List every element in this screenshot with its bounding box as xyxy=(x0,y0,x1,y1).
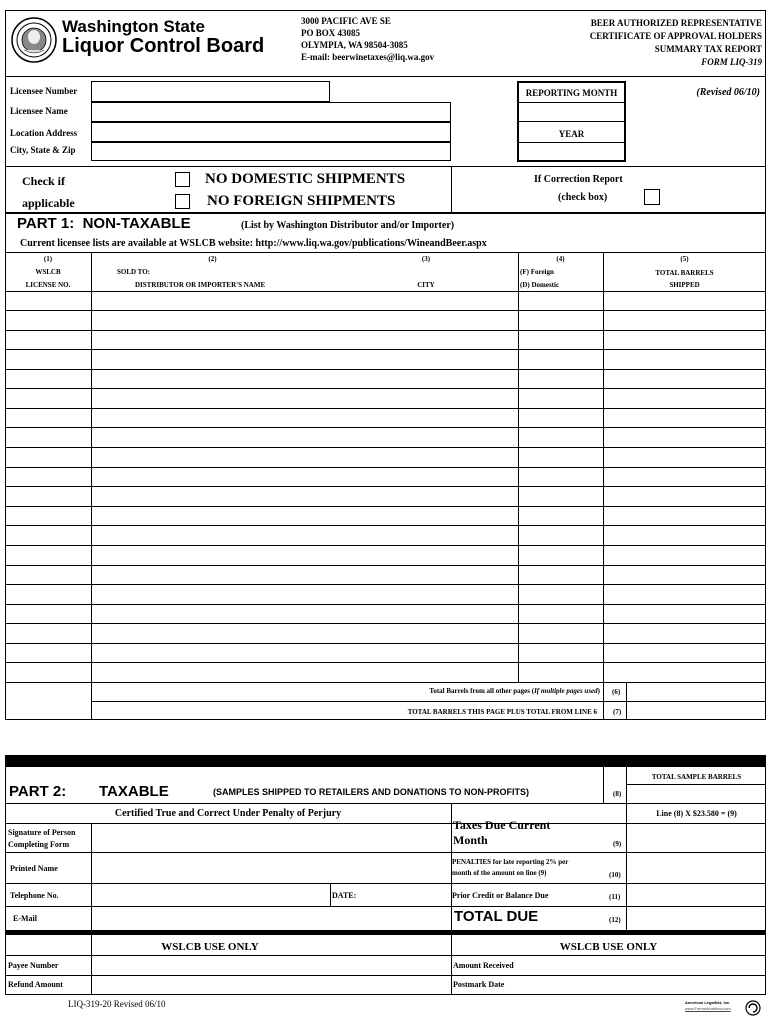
prior-credit-label: Prior Credit or Balance Due xyxy=(452,891,549,900)
check-top-line xyxy=(5,166,766,167)
line6-label-c: ) xyxy=(597,687,600,695)
signature-label-2: Completing Form xyxy=(8,840,70,849)
payee-number-label: Payee Number xyxy=(8,961,59,970)
line8-field[interactable] xyxy=(627,785,765,802)
printed-name-label: Printed Name xyxy=(10,864,58,873)
line9-number: (9) xyxy=(613,840,622,848)
wslcb-line-b xyxy=(5,975,766,976)
col1-header-b: LICENSE NO. xyxy=(25,281,71,289)
check-if-label: Check if xyxy=(22,174,65,188)
licensee-name-label: Licensee Name xyxy=(10,106,68,116)
publisher-badge xyxy=(683,1000,763,1016)
wslcb-use-only-left: WSLCB USE ONLY xyxy=(161,941,259,953)
location-address-label: Location Address xyxy=(10,128,78,138)
certified-statement: Certified True and Correct Under Penalty of Perjury xyxy=(114,808,342,819)
part2-title: PART 2: xyxy=(9,783,67,800)
licensee-name-field[interactable] xyxy=(91,102,451,122)
check-divider xyxy=(451,166,452,212)
table-row[interactable] xyxy=(6,487,765,506)
revised-date: (Revised 06/10) xyxy=(696,87,760,98)
line12-number: (12) xyxy=(609,916,621,924)
table-row[interactable] xyxy=(6,370,765,388)
address-line3: OLYMPIA, WA 98504-3085 xyxy=(301,40,408,50)
table-row[interactable] xyxy=(6,526,765,545)
form-id: FORM LIQ-319 xyxy=(701,57,762,67)
table-row[interactable] xyxy=(6,292,765,310)
table-row[interactable] xyxy=(6,585,765,604)
licensee-number-label: Licensee Number xyxy=(10,86,78,96)
form-title-line3: SUMMARY TAX REPORT xyxy=(654,44,762,54)
table-row[interactable] xyxy=(6,566,765,584)
table-row[interactable] xyxy=(6,468,765,486)
part1-title-label: PART 1: xyxy=(17,215,75,232)
line6-label xyxy=(92,687,600,695)
website-note: Current licensee lists are available at WSLCB website: http://www.liq.wa.gov/publications/WineandBeer.aspx xyxy=(20,238,487,249)
year-field[interactable] xyxy=(519,143,624,161)
date-field[interactable] xyxy=(370,884,450,906)
line6-number: (6) xyxy=(612,688,621,696)
col2-header-a: SOLD TO: xyxy=(117,268,151,276)
wslcb-line-a xyxy=(5,955,766,956)
amount-received-label: Amount Received xyxy=(453,961,514,970)
email-label: E-Mail xyxy=(13,914,37,923)
part1-note: (List by Washington Distributor and/or Importer) xyxy=(241,220,455,231)
telephone-label: Telephone No. xyxy=(10,891,59,900)
date-label: DATE: xyxy=(332,891,357,900)
part2-subtitle: TAXABLE xyxy=(99,783,169,800)
penalties-line1: PENALTIES for late reporting 2% per xyxy=(452,858,569,866)
col1-header-a: WSLCB xyxy=(35,268,61,276)
line8-divider-left xyxy=(603,767,604,803)
col2-number: (2) xyxy=(208,255,217,263)
publisher-logo-icon xyxy=(745,1000,761,1016)
part1-title xyxy=(17,215,191,232)
rm-line2 xyxy=(519,121,624,122)
line6-field[interactable] xyxy=(627,683,765,701)
taxes-due-line2: Month xyxy=(453,833,488,847)
date-divider xyxy=(330,883,331,906)
table-row[interactable] xyxy=(6,507,765,525)
col4-header-b: (D) Domestic xyxy=(520,281,560,289)
refund-amount-label: Refund Amount xyxy=(8,980,63,989)
table-row[interactable] xyxy=(6,644,765,662)
penalties-line2: month of the amount on line (9) xyxy=(452,869,547,877)
signature-label-1: Signature of Person xyxy=(8,828,76,837)
line10-number: (10) xyxy=(609,871,621,879)
check-box-label: (check box) xyxy=(558,192,608,203)
table-row[interactable] xyxy=(6,389,765,408)
part2-line-a xyxy=(5,803,766,804)
telephone-field[interactable] xyxy=(92,884,329,906)
part2-note: (SAMPLES SHIPPED TO RETAILERS AND DONATIONS TO NON-PROFITS) xyxy=(213,787,530,797)
line9-formula: Line (8) X $23.580 = (9) xyxy=(656,809,737,818)
table-row[interactable] xyxy=(6,331,765,349)
licensee-number-field[interactable] xyxy=(91,81,330,102)
reporting-month-label: REPORTING MONTH xyxy=(525,88,618,98)
table-row[interactable] xyxy=(6,350,765,369)
line8-number: (8) xyxy=(613,790,622,798)
form-title-line1: BEER AUTHORIZED REPRESENTATIVE xyxy=(590,18,762,28)
col3-header-b: CITY xyxy=(417,281,435,289)
city-state-zip-label: City, State & Zip xyxy=(10,145,76,155)
total-due-label: TOTAL DUE xyxy=(454,908,539,925)
email-field[interactable] xyxy=(92,907,450,930)
no-domestic-checkbox[interactable] xyxy=(175,172,190,187)
table-row[interactable] xyxy=(6,311,765,330)
line9-field[interactable] xyxy=(627,824,765,852)
col3-number: (3) xyxy=(421,255,431,263)
agency-name-line2: Liquor Control Board xyxy=(62,35,265,57)
table-row[interactable] xyxy=(6,409,765,427)
taxes-due-line1: Taxes Due Current xyxy=(453,818,551,832)
no-foreign-label: NO FOREIGN SHIPMENTS xyxy=(207,193,396,209)
line6-label-a: Total Barrels from all other pages ( xyxy=(429,687,535,695)
form-title-line2: CERTIFICATE OF APPROVAL HOLDERS xyxy=(589,31,762,41)
table-row[interactable] xyxy=(6,605,765,623)
wslcb-use-only-right: WSLCB USE ONLY xyxy=(559,941,658,953)
header-divider xyxy=(5,76,766,77)
applicable-label: applicable xyxy=(22,196,75,210)
col5-number: (5) xyxy=(680,255,689,263)
table-row[interactable] xyxy=(6,448,765,467)
col1-number: (1) xyxy=(43,255,53,263)
printed-name-field[interactable] xyxy=(92,853,450,883)
wslcb-black-bar xyxy=(5,930,766,935)
col5-header-b: SHIPPED xyxy=(669,281,700,289)
col4-number: (4) xyxy=(556,255,565,263)
line6-label-b: If multiple pages used xyxy=(534,687,598,695)
signature-field[interactable] xyxy=(92,824,450,852)
postmark-date-label: Postmark Date xyxy=(453,980,505,989)
table-row[interactable] xyxy=(6,546,765,565)
correction-report-label: If Correction Report xyxy=(534,174,623,185)
col4-header-a: (F) Foreign xyxy=(520,268,554,276)
table-row[interactable] xyxy=(6,428,765,447)
reporting-month-field[interactable] xyxy=(519,103,624,121)
taxes-due-label xyxy=(453,818,603,852)
publisher-url: www.FormsWorkflow.com xyxy=(685,1006,731,1011)
part1-subtitle: NON-TAXABLE xyxy=(82,215,191,232)
city-state-zip-field[interactable] xyxy=(91,142,451,161)
table-top xyxy=(5,252,766,253)
line7-field[interactable] xyxy=(627,702,765,719)
table-row[interactable] xyxy=(6,624,765,643)
agency-name-line1: Washington State xyxy=(62,17,205,36)
part1-top-line xyxy=(5,212,766,214)
line12-field[interactable] xyxy=(627,907,765,930)
address-line1: 3000 PACIFIC AVE SE xyxy=(301,16,391,26)
line7-label: TOTAL BARRELS THIS PAGE PLUS TOTAL FROM LINE 6 xyxy=(407,708,597,716)
address-line2: PO BOX 43085 xyxy=(301,28,361,38)
location-address-field[interactable] xyxy=(91,122,451,142)
correction-report-checkbox[interactable] xyxy=(644,189,660,205)
line7-number: (7) xyxy=(613,708,622,716)
publisher-name: American LegalNet, Inc. xyxy=(685,1000,731,1005)
line11-number: (11) xyxy=(609,893,621,901)
col2-header-b: DISTRIBUTOR OR IMPORTER'S NAME xyxy=(135,281,266,289)
form-code: LIQ-319-20 Revised 06/10 xyxy=(68,999,166,1009)
state-seal-icon xyxy=(10,16,58,64)
line10-field[interactable] xyxy=(627,853,765,883)
table-row[interactable] xyxy=(6,663,765,682)
col5-header-a: TOTAL BARRELS xyxy=(655,269,714,277)
year-label: YEAR xyxy=(558,129,585,139)
no-foreign-checkbox[interactable] xyxy=(175,194,190,209)
address-email: E-mail: beerwinetaxes@liq.wa.gov xyxy=(301,52,435,62)
no-domestic-label: NO DOMESTIC SHIPMENTS xyxy=(205,171,406,187)
total-sample-label: TOTAL SAMPLE BARRELS xyxy=(651,773,742,781)
line11-field[interactable] xyxy=(627,884,765,906)
